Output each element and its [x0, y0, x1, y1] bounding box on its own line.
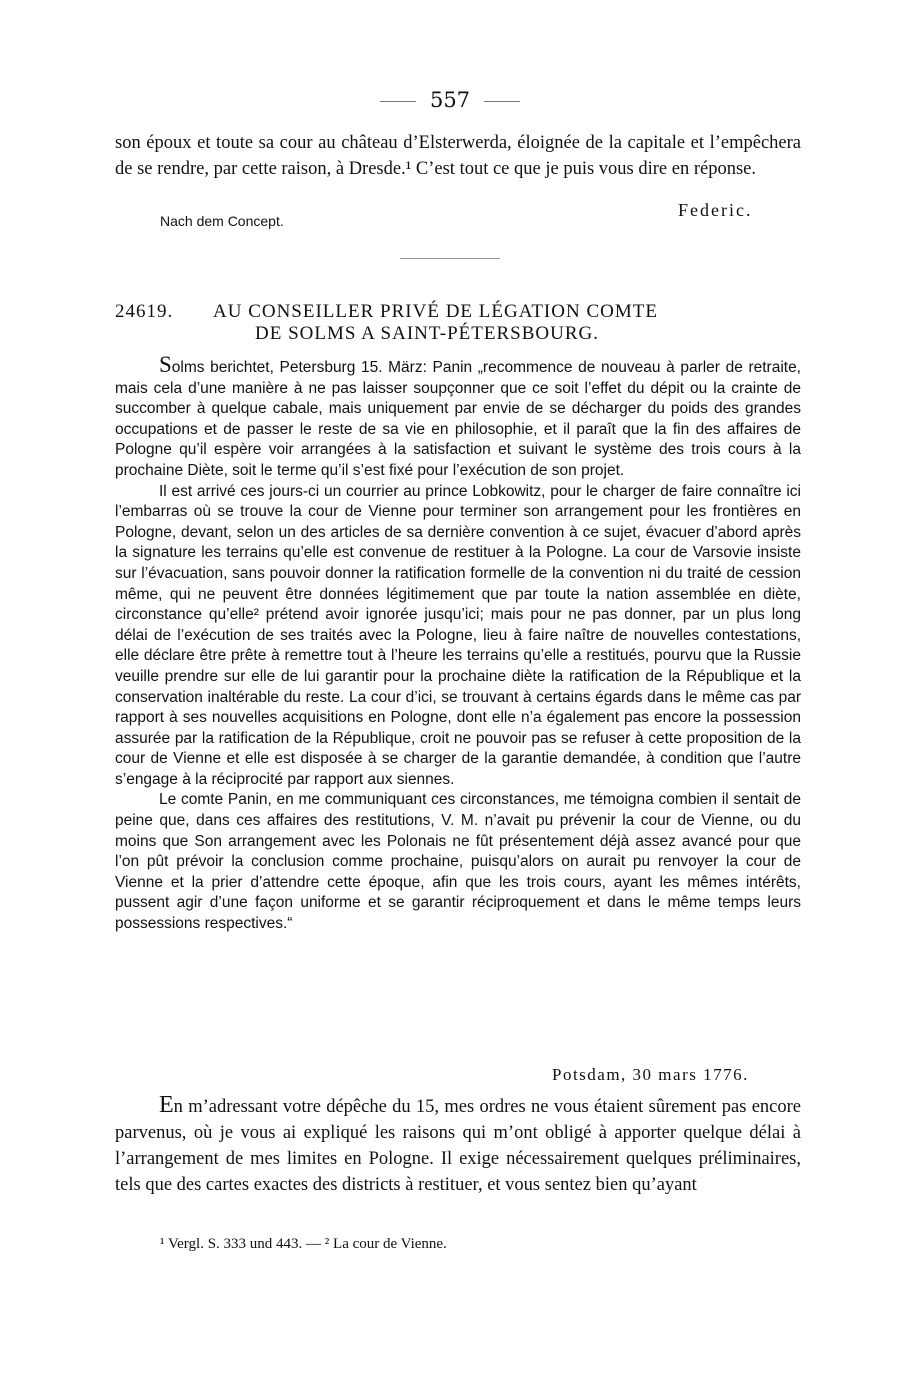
document-number: 24619. [115, 301, 174, 322]
dash-left [380, 101, 416, 102]
page-number-line [0, 88, 900, 112]
summary-paragraph-3: Le comte Panin, en me communiquant ces circonstances, me témoigna combien il sentait de peine que, dans ces affaires des restitutions, V. M. n’avait pu prévenir la cour de Vienne, ou du moins que Son arrangement avec les Polonais ne fût présentement déjà assez avancé pour que l’on pût prévoir la conclusion comme prochaine, puisqu’alors on aurait pu renvoyer la cour de Vienne et la prier d’attendre cette époque, afin que les trois cours, ayant les mêmes intérêts, pussent agir d’une façon uniforme et se garantir réciproquement et dans le même temps leurs possessions respectives.“ [115, 791, 801, 933]
summary-p1-text: olms berichtet, Petersburg 15. März: Panin „recommence de nouveau à parler de retraite, mais cela d’une manière à ne pas laisser soupçonner que ce soit l’effet du dépit ou la crainte de succomber à quelque cabale, mais uniquement par envie de se décharger du poids des grandes occupations et de passer le reste de sa vie en philosophie, et il paraît que la fin des affaires de Pologne qu’il espère voir arrangées à la satisfaction et suivant le système des trois cours à la prochaine Diète, soit le terme qu’il s’est fixé pour l’exécution de son projet. [115, 359, 801, 479]
dash-right [484, 101, 520, 102]
summary-paragraph-2: Il est arrivé ces jours-ci un courrier au prince Lobkowitz, pour le charger de faire connaître ici l’embarras où se trouve la cour de Vienne pour terminer son arrangement pour les frontières en Pologne, devant, selon un des articles de sa dernière convention à ce sujet, évacuer d’abord après la signature les terrains qu’elle est convenue de restituer à la Pologne. La cour de Varsovie insiste sur l’évacuation, sans pouvoir donner la ratification formelle de la convention ni du traité de cession même, qui ne peuvent être données légitimement que par toute la nation assemblée en diète, circonstance qu’elle² prétend avoir ignorée jusqu’ici; mais pour ne pas donner, par un plus long délai de l’exécution de ses traités avec la Pologne, lieu à faire naître de nouvelles contestations, elle déclare être prête à remettre tout à l’heure les terrains qu’elle a restitués, pourvu que la Russie veuille prendre sur elle de lui garantir pour la prochaine diète la ratification de la République et la conservation inaltérable du reste. La cour d’ici, se trouvant à certains égards dans le même cas par rapport à ses nouvelles acquisitions en Pologne, dont elle n’a également pas encore la possession assurée par la ratification de la République, croit ne pouvoir pas se refuser à cette proposition de la cour de Vienne et elle est disposée à se charger de la garantie demandée, à condition que l’autre s’engage à la réciprocité par rapport aux siennes. [115, 482, 801, 788]
page-number: 557 [429, 88, 471, 112]
document-heading [115, 301, 801, 345]
concept-note: Nach dem Concept. [160, 213, 284, 229]
summary-paragraph-1 [115, 352, 801, 482]
heading-line-1 [115, 301, 801, 323]
footnote: ¹ Vergl. S. 333 und 443. — ² La cour de Vienne. [160, 1236, 447, 1252]
letter-body [115, 1092, 801, 1198]
separator-rule [400, 258, 500, 259]
heading-title-1: AU CONSEILLER PRIVÉ DE LÉGATION COMTE [213, 301, 658, 322]
summary-dropcap: S [159, 352, 172, 377]
signature: Federic. [678, 200, 753, 220]
letter-dropcap: E [159, 1092, 174, 1118]
continuation-paragraph: son époux et toute sa cour au château d’Elsterwerda, éloignée de la capitale et l’empêchera de se rendre, par cette raison, à Dresde.¹ C’est tout ce que je puis vous dire en réponse. [115, 133, 801, 179]
dateline: Potsdam, 30 mars 1776. [552, 1065, 749, 1084]
letter-text: n m’adressant votre dépêche du 15, mes ordres ne vous étaient sûrement pas encore parvenus, où je vous ai expliqué les raisons qui m’ont obligé à apporter quelque délai à l’arrangement de mes limites en Pologne. Il exige nécessairement quelques préliminaires, tels que des cartes exactes des districts à restituer, et vous sentez bien qu’ayant [115, 1097, 801, 1195]
continuation-text [115, 130, 801, 182]
report-summary [115, 352, 801, 935]
letter-paragraph [115, 1092, 801, 1198]
heading-title-2: DE SOLMS A SAINT-PÉTERSBOURG. [255, 323, 599, 344]
